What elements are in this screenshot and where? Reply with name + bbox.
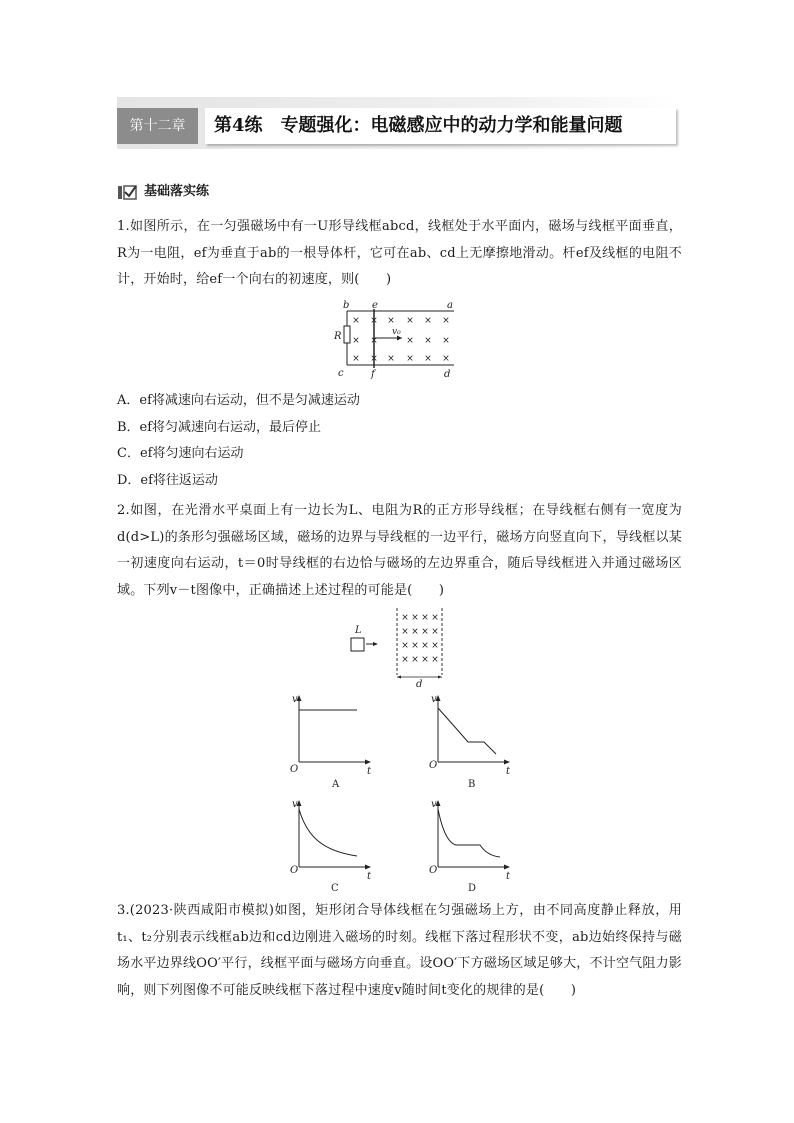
label-v0: v₀ bbox=[392, 327, 401, 337]
svg-text:×: × bbox=[411, 613, 419, 623]
svg-text:v: v bbox=[431, 799, 437, 810]
svg-text:×: × bbox=[370, 316, 378, 326]
label-r: R bbox=[334, 331, 342, 342]
svg-text:×: × bbox=[406, 354, 414, 364]
question-2-text: 2.如图，在光滑水平桌面上有一边长为L、电阻为R的正方形导线框；在导线框右侧有一宽度为d(d>L)的条形匀强磁场区域，磁场的边界与导线框的一边平行，磁场方向竖直向下，导线框以某一初速度向右运动，t＝0时导线框的右边恰与磁场的左边界重合，随后导线框进入并通过磁场区域。下列v－t图像中，正确描述上述过程的可能是( ) bbox=[117, 503, 682, 598]
svg-text:×: × bbox=[401, 613, 409, 623]
page-title: 第4练 专题强化：电磁感应中的动力学和能量问题 bbox=[214, 115, 623, 136]
label-d-width: d bbox=[416, 679, 423, 690]
checkbox-icon bbox=[117, 184, 137, 200]
svg-text:×: × bbox=[431, 655, 439, 665]
label-f: f bbox=[371, 369, 375, 380]
graph-c bbox=[285, 795, 385, 895]
axis-t-label: t bbox=[367, 766, 372, 777]
graph-a bbox=[285, 690, 385, 790]
svg-text:×: × bbox=[401, 627, 409, 637]
graph-a-caption: A bbox=[332, 779, 340, 790]
svg-text:t: t bbox=[367, 871, 372, 882]
svg-text:×: × bbox=[370, 336, 378, 346]
svg-text:v: v bbox=[292, 799, 298, 810]
section-title: 基础落实练 bbox=[144, 184, 210, 199]
svg-text:O: O bbox=[429, 760, 438, 771]
question-2-figure bbox=[345, 605, 455, 690]
graph-d bbox=[424, 795, 524, 895]
chapter-label: 第十二章 bbox=[117, 108, 198, 144]
svg-text:×: × bbox=[431, 613, 439, 623]
label-a: a bbox=[447, 300, 453, 311]
graph-d-caption: D bbox=[468, 883, 477, 894]
label-b: b bbox=[343, 300, 350, 311]
svg-text:×: × bbox=[421, 627, 429, 637]
svg-text:×: × bbox=[431, 627, 439, 637]
svg-text:×: × bbox=[411, 655, 419, 665]
svg-text:×: × bbox=[352, 336, 360, 346]
label-c: c bbox=[338, 368, 344, 379]
svg-text:×: × bbox=[424, 336, 432, 346]
svg-text:×: × bbox=[352, 354, 360, 364]
question-1-figure bbox=[330, 298, 470, 380]
graph-b bbox=[424, 690, 524, 790]
svg-text:t: t bbox=[506, 871, 511, 882]
label-e: e bbox=[372, 300, 378, 311]
svg-text:×: × bbox=[442, 316, 450, 326]
svg-text:×: × bbox=[442, 354, 450, 364]
svg-text:×: × bbox=[401, 641, 409, 651]
q1-option-c[interactable]: C．ef将匀速向右运动 bbox=[117, 446, 244, 461]
q1-option-a[interactable]: A．ef将减速向右运动，但不是匀减速运动 bbox=[117, 393, 360, 408]
svg-text:×: × bbox=[442, 336, 450, 346]
origin-label: O bbox=[290, 764, 299, 775]
svg-text:×: × bbox=[421, 613, 429, 623]
svg-text:×: × bbox=[421, 655, 429, 665]
svg-text:×: × bbox=[406, 316, 414, 326]
svg-text:v: v bbox=[431, 694, 437, 705]
question-3-text: 3.(2023·陕西咸阳市模拟)如图，矩形闭合导体线框在匀强磁场上方，由不同高度静止释放，用t₁、t₂分别表示线框ab边和cd边刚进入磁场的时刻。线框下落过程形状不变，ab边始终保持与磁场水平边界线OO′平行，线框平面与磁场方向垂直。设OO′下方磁场区域足够大，不计空气阻力影响，则下列图像不可能反映线框下落过程中速度v随时间t变化的规律的是( ) bbox=[117, 903, 682, 998]
label-d: d bbox=[444, 369, 451, 380]
svg-text:O: O bbox=[290, 865, 299, 876]
q1-option-b[interactable]: B．ef将匀减速向右运动，最后停止 bbox=[117, 420, 322, 435]
svg-text:×: × bbox=[411, 641, 419, 651]
svg-text:×: × bbox=[424, 316, 432, 326]
svg-text:×: × bbox=[387, 354, 395, 364]
svg-text:t: t bbox=[506, 766, 511, 777]
svg-text:×: × bbox=[370, 354, 378, 364]
label-l: L bbox=[355, 625, 362, 636]
graph-c-caption: C bbox=[331, 883, 339, 894]
svg-text:×: × bbox=[431, 641, 439, 651]
svg-text:×: × bbox=[387, 316, 395, 326]
q1-option-d[interactable]: D．ef将往返运动 bbox=[117, 473, 218, 488]
svg-text:×: × bbox=[411, 627, 419, 637]
svg-text:O: O bbox=[429, 865, 438, 876]
svg-text:×: × bbox=[406, 336, 414, 346]
svg-text:×: × bbox=[421, 641, 429, 651]
axis-v-label: v bbox=[292, 694, 298, 705]
question-1-text: 1.如图所示，在一匀强磁场中有一U形导线框abcd，线框处于水平面内，磁场与线框平面垂直，R为一电阻，ef为垂直于ab的一根导体杆，它可在ab、cd上无摩擦地滑动。杆ef及线框的电阻不计，开始时，给ef一个向右的初速度，则( ) bbox=[117, 219, 682, 287]
graph-b-caption: B bbox=[468, 779, 476, 790]
svg-text:×: × bbox=[352, 316, 360, 326]
svg-text:×: × bbox=[424, 354, 432, 364]
svg-text:×: × bbox=[401, 655, 409, 665]
